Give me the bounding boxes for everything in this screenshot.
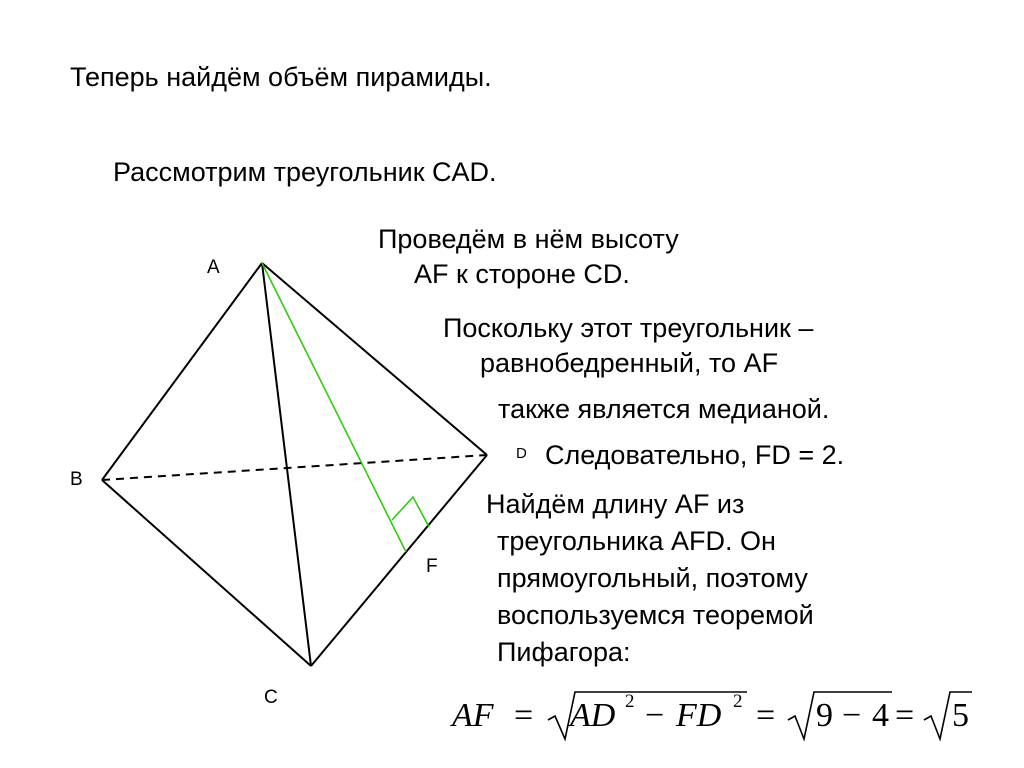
foot-label-f: F [426, 556, 438, 577]
height-text-line-2: AF к стороне CD. [414, 259, 630, 289]
right-angle-mark [392, 497, 429, 527]
find-text-line-4: воспользуемся теоремой [497, 600, 814, 630]
formula-minus-2: − [842, 697, 862, 734]
vertex-label-b: B [70, 469, 83, 490]
pythagoras-formula [452, 686, 982, 746]
hidden-edge-bd [102, 455, 487, 480]
formula-af: AF [452, 697, 494, 734]
formula-five: 5 [952, 697, 969, 734]
edge-ab [102, 263, 262, 480]
isosceles-text-line-2: равнобедренный, то AF [480, 348, 779, 378]
formula-fd: FD [676, 697, 722, 734]
formula-equals-1: = [514, 697, 534, 734]
formula-minus-1: − [645, 697, 665, 734]
formula-fd-exponent: 2 [733, 691, 743, 712]
formula-nine: 9 [816, 697, 833, 734]
edge-cd [311, 455, 487, 666]
formula-equals-2: = [756, 697, 776, 734]
vertex-label-c: C [264, 687, 278, 708]
vertex-label-d: D [516, 445, 527, 462]
height-text-line-1: Проведём в нём высоту [378, 224, 679, 254]
median-text: также является медианой. [498, 394, 830, 424]
formula-four: 4 [872, 697, 889, 734]
vertex-label-a: A [207, 257, 220, 278]
find-text-line-2: треугольника AFD. Он [497, 526, 776, 556]
consequence-text: Следовательно, FD = 2. [545, 440, 845, 470]
edge-ac [262, 263, 311, 666]
find-text-line-1: Найдём длину AF из [486, 489, 745, 519]
formula-equals-3: = [895, 697, 915, 734]
formula-ad: AD [570, 697, 616, 734]
intro-text: Теперь найдём объём пирамиды. [70, 62, 492, 92]
find-text-line-3: прямоугольный, поэтому [497, 563, 808, 593]
height-af [262, 263, 406, 552]
formula-ad-exponent: 2 [625, 691, 635, 712]
consider-text: Рассмотрим треугольник CAD. [113, 157, 497, 187]
edge-ad [262, 263, 487, 455]
edge-bc [102, 480, 311, 666]
isosceles-text-line-1: Поскольку этот треугольник – [443, 313, 814, 343]
find-text-line-5: Пифагора: [497, 637, 631, 667]
